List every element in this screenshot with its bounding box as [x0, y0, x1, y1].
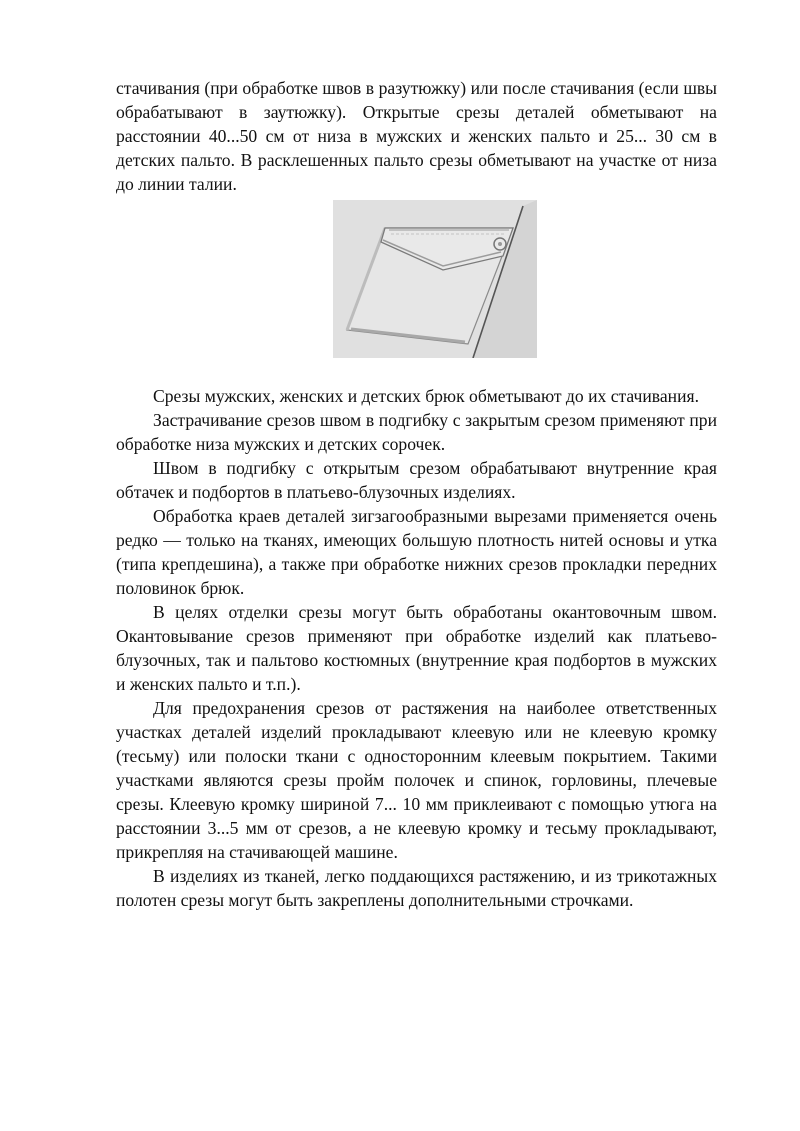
pocket-flap-illustration-icon	[333, 200, 537, 358]
paragraph: Швом в подгибку с открытым срезом обрабатывают внутренние края обтачек и подбортов в платьево-блузочных изделиях.	[116, 458, 717, 502]
paragraph: Застрачивание срезов швом в подгибку с закрытым срезом применяют при обработке низа мужских и детских сорочек.	[116, 410, 717, 454]
top-text-block	[116, 76, 717, 196]
paragraph: Срезы мужских, женских и детских брюк обметывают до их стачивания.	[153, 386, 699, 406]
intro-paragraph: стачивания (при обработке швов в разутюжку) или после стачивания (если швы обрабатывают в заутюжку). Открытые срезы деталей обметывают на расстоянии 40...50 см от низа в мужских и женских пальто и 25... 30 см в детских пальто. В расклешенных пальто срезы обметывают на участке от низа до линии талии.	[116, 78, 717, 194]
main-text-block	[116, 384, 717, 912]
paragraph: В изделиях из тканей, легко поддающихся растяжению, и из трикотажных полотен срезы могут быть закреплены дополнительными строчками.	[116, 866, 717, 910]
paragraph: Для предохранения срезов от растяжения на наиболее ответственных участках деталей изделий прокладывают клеевую или не клеевую кромку (тесьму) или полоски ткани с односторонним клеевым покрытием. Такими участками являются срезы пройм полочек и спинок, горловины, плечевые срезы. Клеевую кромку шириной 7... 10 мм приклеивают с помощью утюга на расстоянии 3...5 мм от срезов, а не клеевую кромку и тесьму прокладывают, прикрепляя на стачивающей машине.	[116, 698, 717, 862]
paragraph: В целях отделки срезы могут быть обработаны окантовочным швом. Окантовывание срезов применяют при обработке изделий как платьево-блузочных, так и пальтово костюмных (внутренние края подбортов в мужских и женских пальто и т.п.).	[116, 602, 717, 694]
paragraph: Обработка краев деталей зигзагообразными вырезами применяется очень редко — только на тканях, имеющих большую плотность нитей основы и утка (типа крепдешина), а также при обработке нижних срезов прокладки передних половинок брюк.	[116, 506, 717, 598]
